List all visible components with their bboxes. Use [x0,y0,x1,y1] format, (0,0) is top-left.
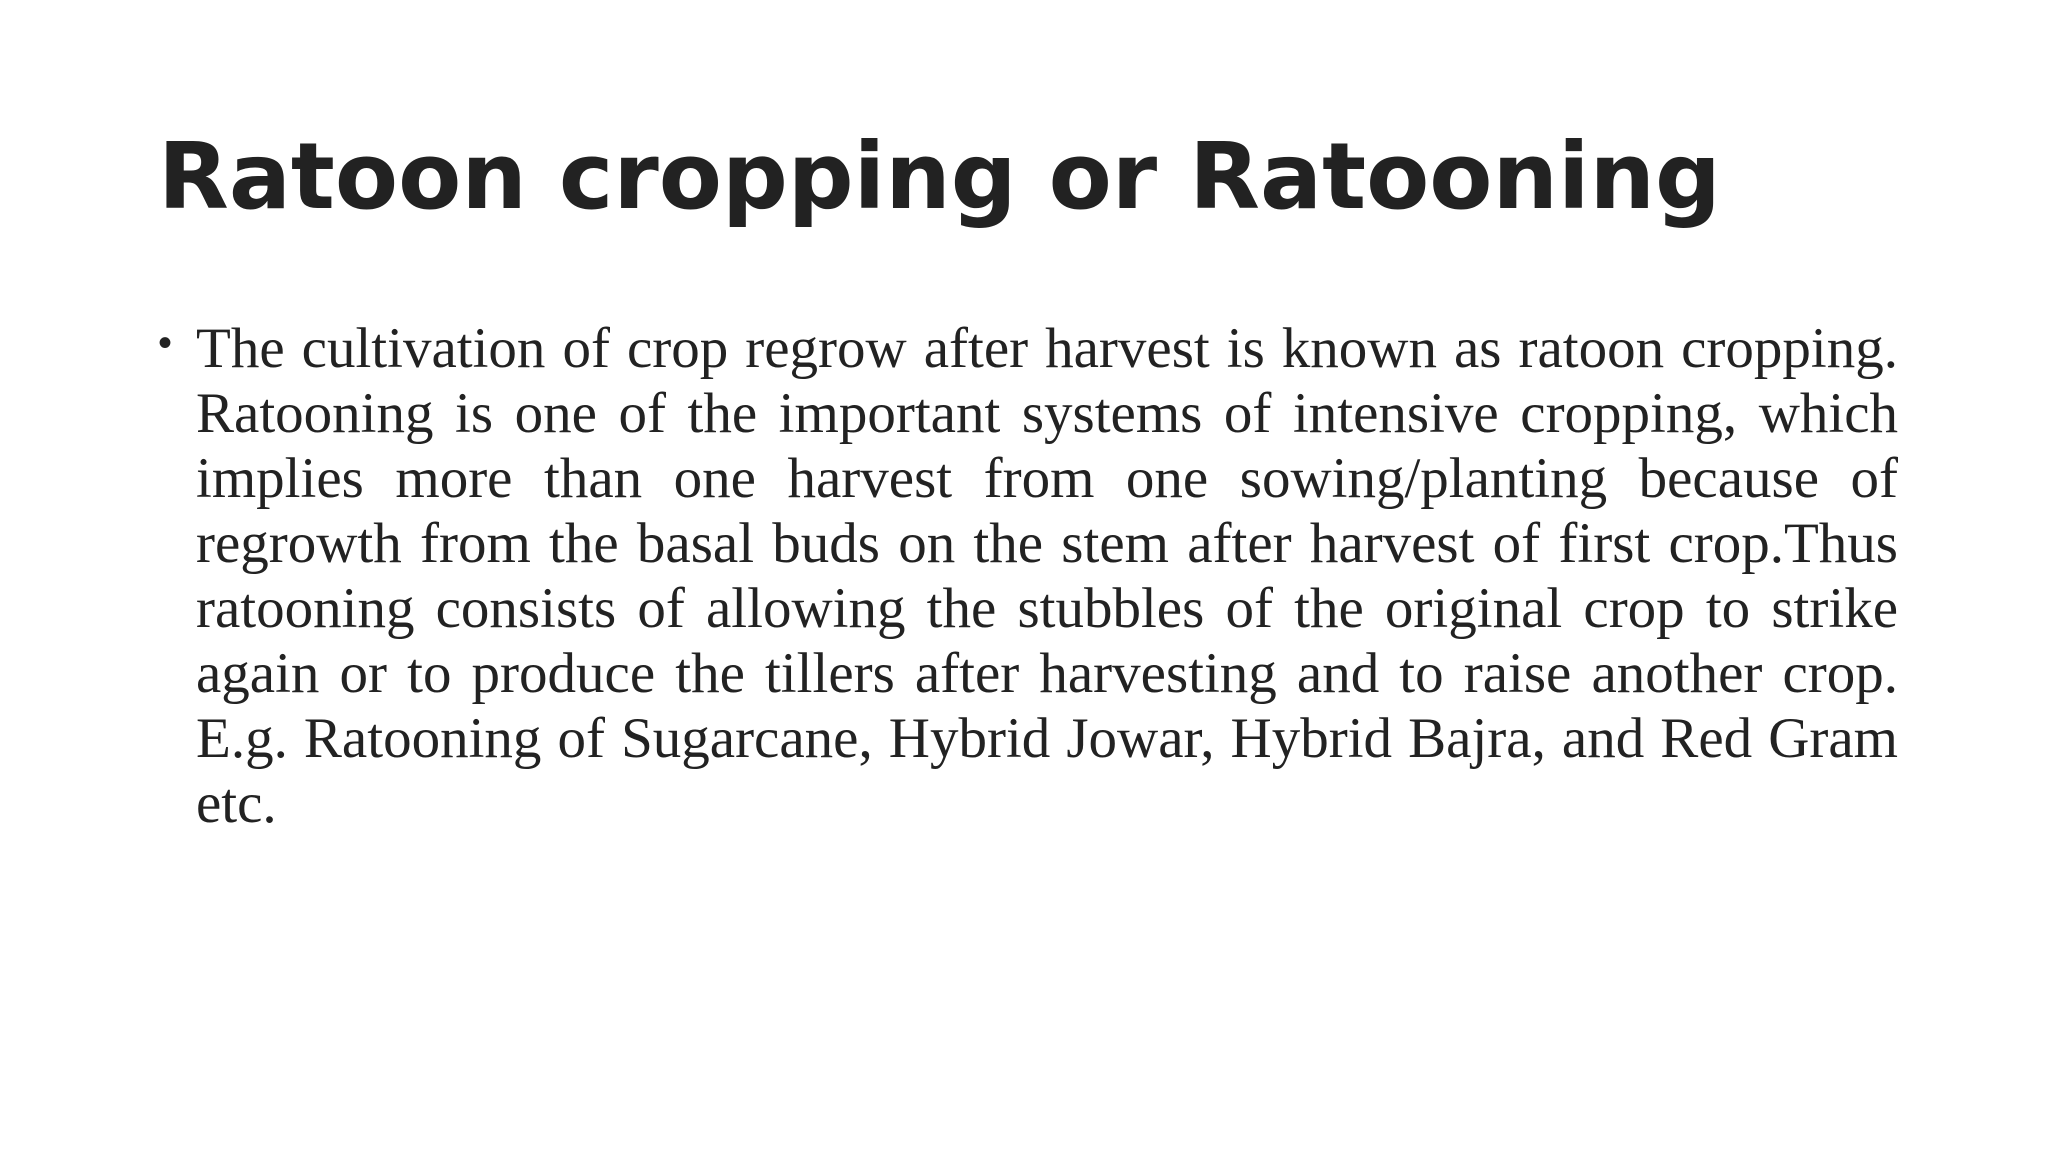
bullet-item [158,316,1898,836]
bullet-marker: • [158,321,173,365]
bullet-list [158,316,1898,836]
slide-title: Ratoon cropping or Ratooning [158,123,1721,230]
bullet-text: The cultivation of crop regrow after harvest is known as ratoon cropping. Ratooning is one of the important systems of intensive cropping, which implies more than one harvest from one sowing/planting because of regrowth from the basal buds on the stem after harvest of first crop.Thus ratooning consists of allowing the stubbles of the original crop to strike again or to produce the tillers after harvesting and to raise another crop. E.g. Ratooning of Sugarcane, Hybrid Jowar, Hybrid Bajra, and Red Gram etc. [196,317,1898,835]
